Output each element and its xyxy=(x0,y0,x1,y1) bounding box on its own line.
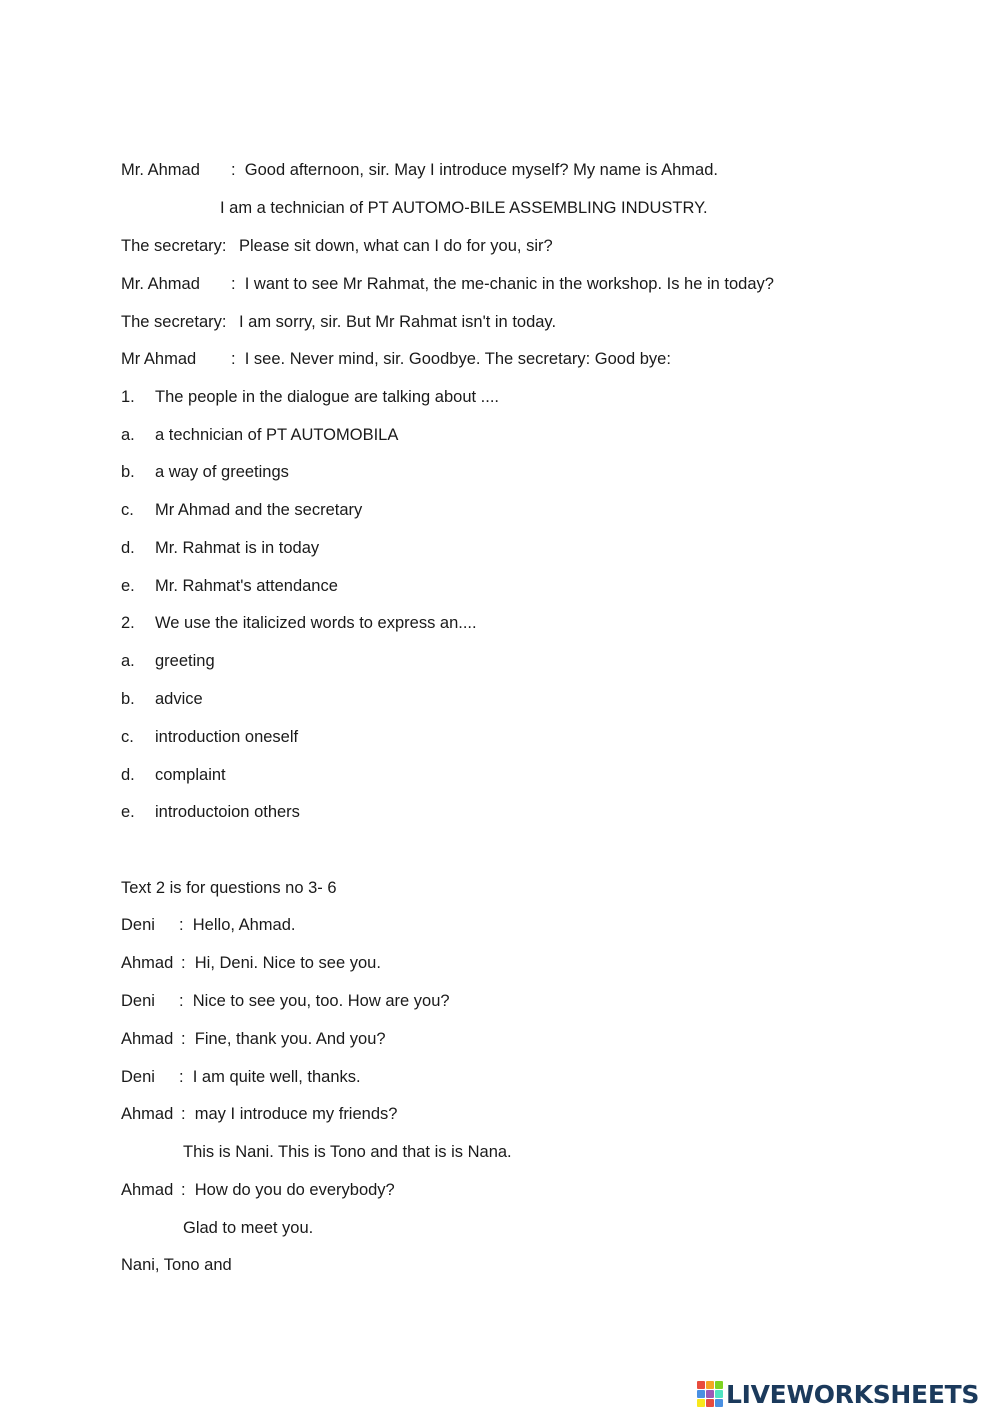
dialogue-line xyxy=(121,160,718,180)
speech: How do you do everybody? xyxy=(194,1181,395,1199)
speaker: Nani, Tono and xyxy=(121,1256,232,1274)
speaker: Ahmad xyxy=(121,1105,174,1123)
answer-option[interactable] xyxy=(121,651,215,671)
dialogue-line xyxy=(121,1067,361,1087)
option-letter: d. xyxy=(121,539,135,557)
colon: : xyxy=(179,1068,184,1086)
question-stem xyxy=(121,613,477,633)
question-text: We use the italicized words to express an.... xyxy=(155,614,477,632)
dialogue-line xyxy=(220,198,708,218)
speaker: Deni xyxy=(121,992,155,1010)
logo-cell xyxy=(697,1390,705,1398)
colon: : xyxy=(179,992,184,1010)
speech: I am a technician of PT AUTOMO-BILE ASSEMBLING INDUSTRY. xyxy=(220,199,708,217)
speech: I am quite well, thanks. xyxy=(192,1068,361,1086)
speaker: Mr. Ahmad xyxy=(121,275,200,293)
colon: : xyxy=(181,954,186,972)
answer-option[interactable] xyxy=(121,462,289,482)
option-letter: c. xyxy=(121,728,134,746)
logo-cell xyxy=(697,1399,705,1407)
option-text: a way of greetings xyxy=(155,463,289,481)
option-letter: e. xyxy=(121,577,135,595)
dialogue-line xyxy=(183,1218,313,1238)
speech: Please sit down, what can I do for you, sir? xyxy=(239,237,553,255)
answer-option[interactable] xyxy=(121,576,338,596)
speaker: Ahmad xyxy=(121,1181,174,1199)
dialogue-line xyxy=(121,1255,232,1275)
option-text: Mr. Rahmat's attendance xyxy=(155,577,338,595)
dialogue-line xyxy=(121,991,450,1011)
speaker: Ahmad xyxy=(121,1030,174,1048)
logo-cell xyxy=(697,1381,705,1389)
option-letter: a. xyxy=(121,426,135,444)
dialogue-line xyxy=(121,236,553,256)
colon: : xyxy=(231,275,236,293)
colon: : xyxy=(231,161,236,179)
option-text: complaint xyxy=(155,766,226,784)
dialogue-line xyxy=(121,1104,397,1124)
speaker: The secretary: xyxy=(121,237,227,255)
dialogue-line xyxy=(183,1142,512,1162)
speech: I want to see Mr Rahmat, the me-chanic in the workshop. Is he in today? xyxy=(244,275,774,293)
speech: Hi, Deni. Nice to see you. xyxy=(194,954,381,972)
speech: Fine, thank you. And you? xyxy=(194,1030,386,1048)
option-letter: a. xyxy=(121,652,135,670)
liveworksheets-grid-icon xyxy=(697,1381,723,1407)
dialogue-line xyxy=(121,1029,386,1049)
colon: : xyxy=(181,1181,186,1199)
speech: Nice to see you, too. How are you? xyxy=(192,992,450,1010)
answer-option[interactable] xyxy=(121,689,203,709)
speech: may I introduce my friends? xyxy=(194,1105,398,1123)
speaker: The secretary: xyxy=(121,313,227,331)
answer-option[interactable] xyxy=(121,765,226,785)
speaker: Mr Ahmad xyxy=(121,350,197,368)
logo-cell xyxy=(715,1399,723,1407)
option-letter: b. xyxy=(121,463,135,481)
logo-cell xyxy=(706,1381,714,1389)
colon: : xyxy=(181,1030,186,1048)
option-letter: c. xyxy=(121,501,134,519)
logo-cell xyxy=(715,1381,723,1389)
dialogue-line xyxy=(121,349,671,369)
question-text: The people in the dialogue are talking about .... xyxy=(155,388,499,406)
speaker: Deni xyxy=(121,916,155,934)
question-number: 1. xyxy=(121,388,135,406)
speech: Hello, Ahmad. xyxy=(192,916,296,934)
option-text: a technician of PT AUTOMOBILA xyxy=(155,426,399,444)
dialogue-line xyxy=(121,915,296,935)
option-letter: b. xyxy=(121,690,135,708)
speech: I am sorry, sir. But Mr Rahmat isn't in today. xyxy=(239,313,557,331)
speech: I see. Never mind, sir. Goodbye. The secretary: Good bye: xyxy=(244,350,671,368)
option-text: greeting xyxy=(155,652,215,670)
question-number: 2. xyxy=(121,614,135,632)
speech: This is Nani. This is Tono and that is is Nana. xyxy=(183,1143,512,1161)
dialogue-line xyxy=(121,312,556,332)
logo-cell xyxy=(706,1399,714,1407)
answer-option[interactable] xyxy=(121,802,300,822)
answer-option[interactable] xyxy=(121,425,398,445)
logo-cell xyxy=(706,1390,714,1398)
option-text: introduction oneself xyxy=(155,728,299,746)
colon: : xyxy=(231,350,236,368)
dialogue-line xyxy=(121,1180,395,1200)
logo-cell xyxy=(715,1390,723,1398)
answer-option[interactable] xyxy=(121,538,319,558)
option-letter: e. xyxy=(121,803,135,821)
speaker: Deni xyxy=(121,1068,155,1086)
option-text: introductoion others xyxy=(155,803,300,821)
speech: Glad to meet you. xyxy=(183,1219,314,1237)
option-letter: d. xyxy=(121,766,135,784)
question-stem xyxy=(121,387,499,407)
answer-option[interactable] xyxy=(121,727,298,747)
speech: Good afternoon, sir. May I introduce myself? My name is Ahmad. xyxy=(244,161,718,179)
speaker: Mr. Ahmad xyxy=(121,161,200,179)
option-text: Mr Ahmad and the secretary xyxy=(155,501,363,519)
answer-option[interactable] xyxy=(121,500,362,520)
option-text: Mr. Rahmat is in today xyxy=(155,539,320,557)
option-text: advice xyxy=(155,690,203,708)
logo-text: LIVEWORKSHEETS xyxy=(726,1379,980,1409)
speaker: Ahmad xyxy=(121,954,174,972)
colon: : xyxy=(181,1105,186,1123)
dialogue-line xyxy=(121,274,774,294)
dialogue-line xyxy=(121,953,381,973)
section-heading: Text 2 is for questions no 3- 6 xyxy=(121,879,337,897)
colon: : xyxy=(179,916,184,934)
liveworksheets-logo[interactable] xyxy=(697,1378,979,1410)
